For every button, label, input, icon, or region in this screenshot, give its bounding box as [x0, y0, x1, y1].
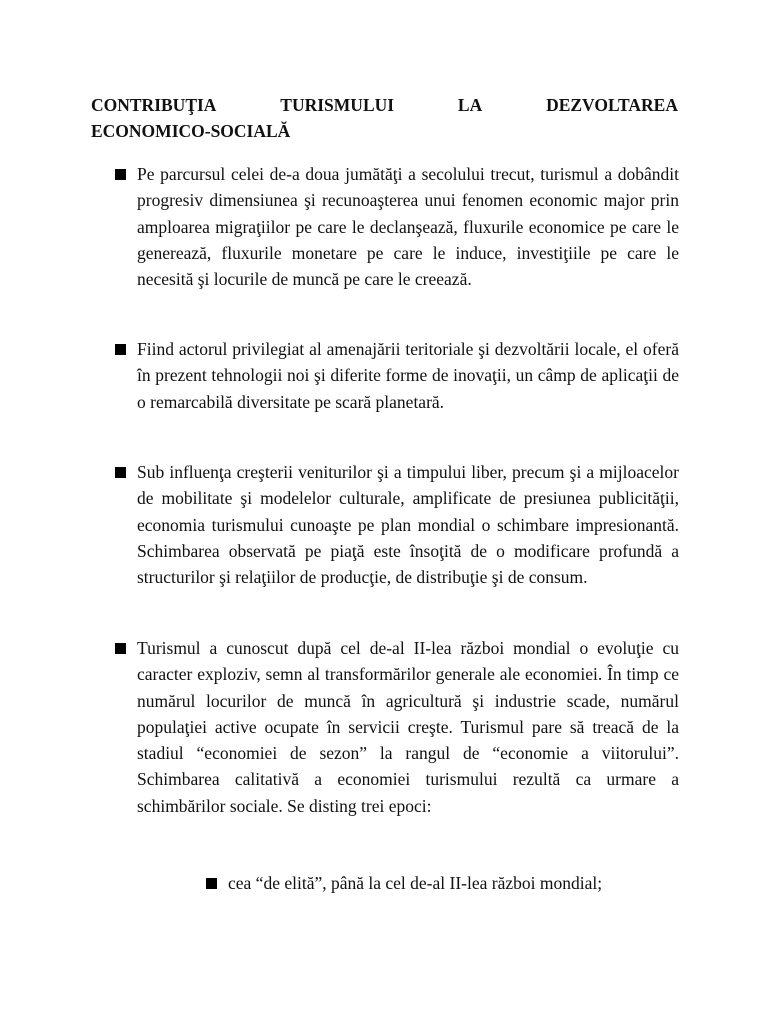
title-line-2: ECONOMICO-SOCIALĂ — [91, 121, 291, 141]
square-bullet-icon — [115, 169, 126, 180]
bullet-text: Sub influenţa creşterii veniturilor şi a timpului liber, precum şi a mijloacelor de mobilitate şi modelelor culturale, amplificate de presiunea publicităţii, economia turismului cunoaşte pe plan mondial o schimbare impresionantă. Schimbarea observată pe piaţă este însoţită de o modificare profundă a structurilor şi relaţiilor de producţie, de distribuţie şi de consum. — [137, 462, 679, 588]
sub-bullet-item — [228, 870, 688, 896]
title-word: LA — [457, 95, 483, 115]
square-bullet-icon — [115, 344, 126, 355]
title-word: TURISMULUI — [280, 95, 395, 115]
title-word: CONTRIBUŢIA — [91, 95, 217, 115]
sub-bullet-text: cea “de elită”, până la cel de-al II-lea război mondial; — [228, 873, 603, 893]
bullet-item — [137, 336, 679, 415]
title-word: DEZVOLTAREA — [546, 95, 678, 115]
bullet-item — [137, 635, 679, 819]
square-bullet-icon — [115, 467, 126, 478]
square-bullet-icon — [115, 643, 126, 654]
square-bullet-icon — [206, 878, 217, 889]
document-title — [91, 92, 678, 144]
bullet-item — [137, 161, 679, 292]
title-line-1 — [91, 92, 678, 118]
bullet-text: Fiind actorul privilegiat al amenajării teritoriale şi dezvoltării locale, el oferă în prezent tehnologii noi şi diferite forme de inovaţii, un câmp de aplicaţii de o remarcabilă diversitate pe scară planetară. — [137, 339, 679, 412]
bullet-item — [137, 459, 679, 590]
bullet-text: Turismul a cunoscut după cel de-al II-lea război mondial o evoluţie cu caracter exploziv, semn al transformărilor generale ale economiei. În timp ce numărul locurilor de muncă în agricultură şi industrie scade, numărul populaţiei active ocupate în servicii creşte. Turismul pare să treacă de la stadiul “economiei de sezon” la rangul de “economie a viitorului”. Schimbarea calitativă a economiei turismului rezultă ca urmare a schimbărilor sociale. Se disting trei epoci: — [137, 638, 679, 816]
bullet-text: Pe parcursul celei de-a doua jumătăţi a secolului trecut, turismul a dobândit progresiv dimensiunea şi recunoaşterea unui fenomen economic major prin amploarea migraţiilor pe care le declanşează, fluxurile economice pe care le generează, fluxurile monetare pe care le induce, investiţiile pe care le necesită şi locurile de muncă pe care le creează. — [137, 164, 679, 290]
